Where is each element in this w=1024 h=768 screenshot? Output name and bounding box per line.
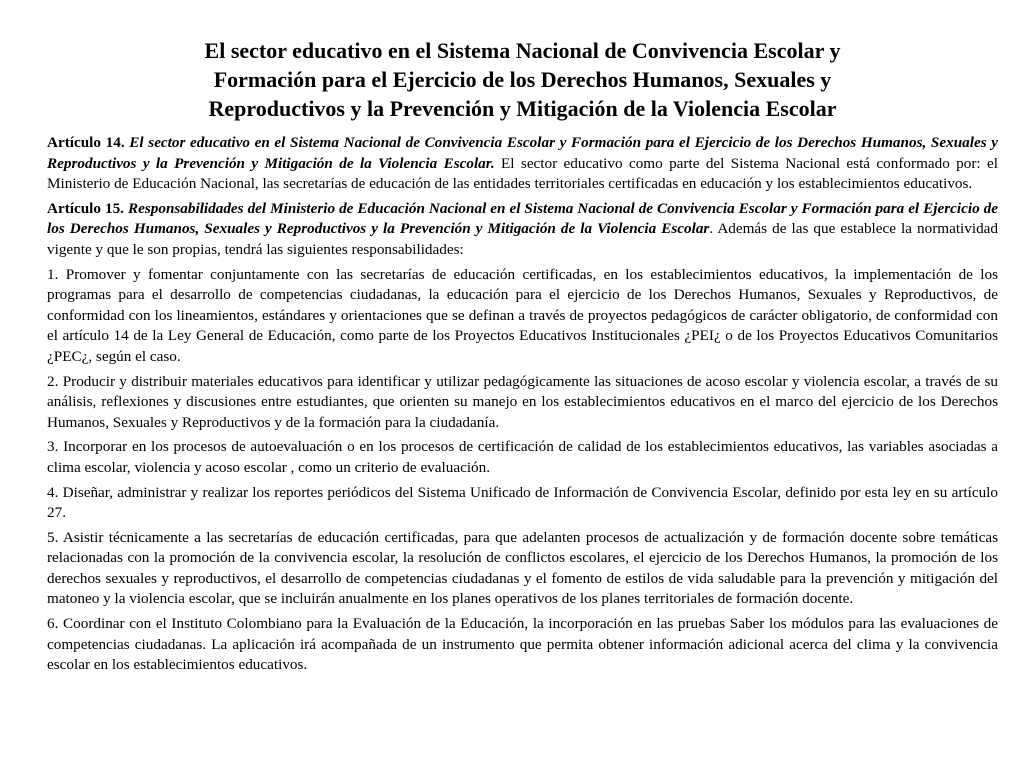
list-item: 4. Diseñar, administrar y realizar los reportes periódicos del Sistema Unificado de Información de Convivencia Escolar, definido por esta ley en su artículo 27. (47, 483, 998, 522)
page-title (47, 36, 998, 123)
list-item: 6. Coordinar con el Instituto Colombiano para la Evaluación de la Educación, la incorporación en las pruebas Saber los módulos para las evaluaciones de competencias ciudadanas. La aplicación irá acompañada de un instrumento que permita obtener información adicional acerca del clima y la convivencia escolar en los establecimientos educativos. (47, 615, 998, 674)
article-15 (47, 199, 998, 261)
article-15-heading: Responsabilidades del Ministerio de Educación Nacional en el Sistema Nacional de Convivencia Escolar y Formación para el Ejercicio de los Derechos Humanos, Sexuales y Reproductivos y la Prevención y Mitigación de la Violencia Escolar (47, 199, 998, 238)
title-line-2: Formación para el Ejercicio de los Derechos Humanos, Sexuales y (213, 67, 832, 92)
article-14-heading: El sector educativo en el Sistema Nacional de Convivencia Escolar y Formación para el Ejercicio de los Derechos Humanos, Sexuales y Reproductivos y la Prevención y Mitigación de la Violencia Escolar. (47, 134, 999, 172)
article-14 (47, 133, 998, 195)
title-line-1: El sector educativo en el Sistema Nacional de Convivencia Escolar y (204, 38, 841, 63)
document-body (47, 133, 998, 676)
list-item: 5. Asistir técnicamente a las secretarías de educación certificadas, para que adelanten procesos de actualización y de formación docente sobre temáticas relacionadas con la promoción de la convivencia escolar, la resolución de conflictos escolares, el ejercicio de los Derechos Humanos, la promoción de los derechos sexuales y reproductivos, el desarrollo de competencias ciudadanas y el fomento de estilos de vida saludable para la prevención y mitigación del matoneo y la violencia escolar, que se incluirán anualmente en los planes operativos de los planes territoriales de formación docente. (47, 528, 998, 608)
article-15-text: . Además de las que establece la normatividad vigente y que le son propias, tendrá las siguientes responsabilidades: (47, 220, 999, 258)
list-item: 3. Incorporar en los procesos de autoevaluación o en los procesos de certificación de calidad de los establecimientos educativos, las variables asociadas a clima escolar, violencia y acoso escolar , como un criterio de evaluación. (47, 438, 998, 476)
list-item: 1. Promover y fomentar conjuntamente con las secretarías de educación certificadas, en los establecimientos educativos, la implementación de los programas para el desarrollo de competencias ciudadanas, la educación para el ejercicio de los Derechos Humanos, Sexuales y Reproductivos, de conformidad con los lineamientos, estándares y orientaciones que se definan a través de proyectos pedagógicos de carácter obligatorio, de conformidad con el artículo 14 de la Ley General de Educación, como parte de los Proyectos Educativos Institucionales ¿PEI¿ o de los Proyectos Educativos Comunitarios ¿PEC¿, según el caso. (47, 265, 998, 365)
title-line-3: Reproductivos y la Prevención y Mitigación de la Violencia Escolar (208, 96, 837, 121)
article-15-label: Artículo 15. (47, 199, 124, 217)
article-14-text: El sector educativo como parte del Sistema Nacional está conformado por: el Ministerio de Educación Nacional, las secretarías de educación de las entidades territoriales certificadas en educación y los establecimientos educativos. (47, 154, 998, 193)
article-14-label: Artículo 14. (47, 134, 125, 151)
list-item: 2. Producir y distribuir materiales educativos para identificar y utilizar pedagógicamente las situaciones de acoso escolar y violencia escolar, a través de su análisis, reflexiones y discusiones entre estudiantes, que orienten su manejo en los establecimientos educativos en el marco del ejercicio de los Derechos Humanos, Sexuales y Reproductivos y de la formación para la ciudadanía. (47, 372, 998, 431)
